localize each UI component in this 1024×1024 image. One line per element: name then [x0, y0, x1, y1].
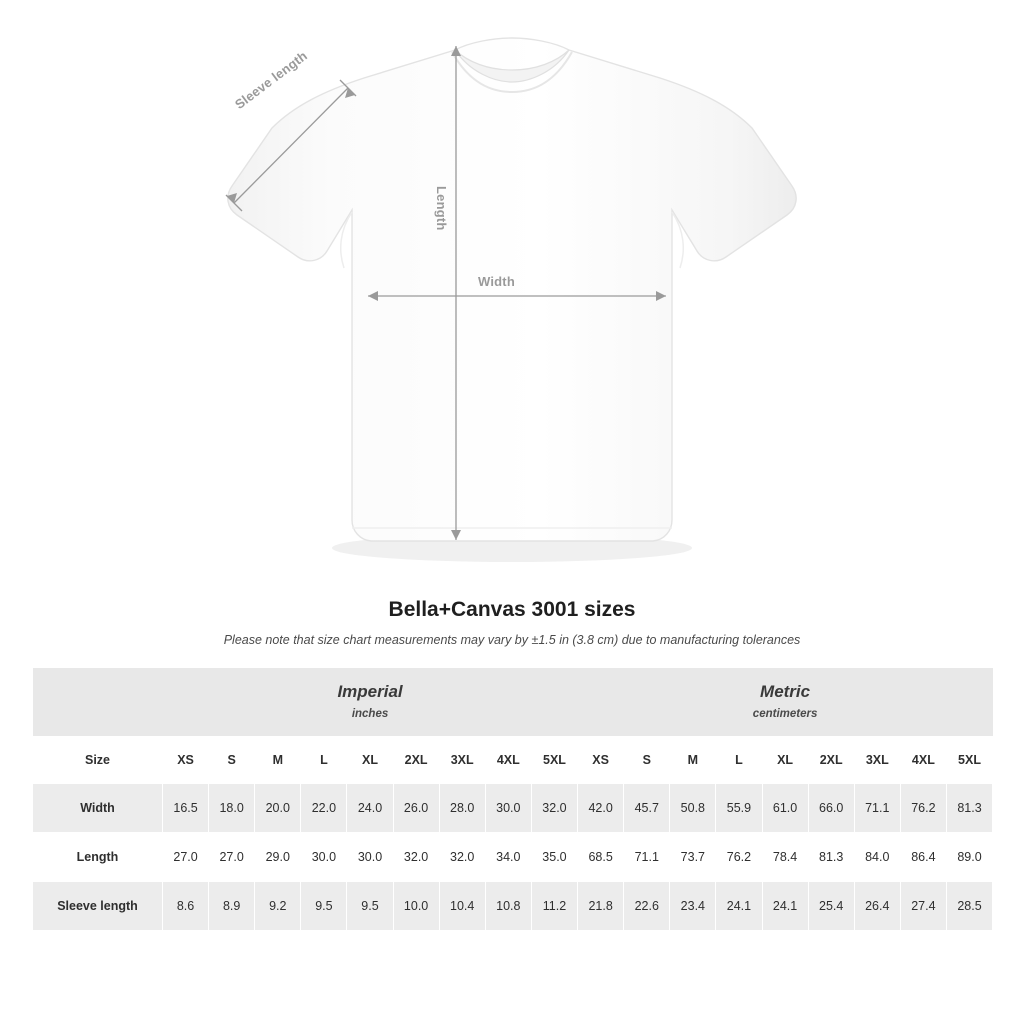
- size-chart-table: [32, 668, 993, 931]
- size-column-header-3: L: [301, 737, 347, 784]
- cell-0-3: 22.0: [301, 784, 347, 833]
- cell-1-4: 30.0: [347, 833, 393, 882]
- cell-2-3: 9.5: [301, 882, 347, 931]
- size-column-header-4: XL: [347, 737, 393, 784]
- cell-0-0: 16.5: [163, 784, 209, 833]
- cell-1-17: 89.0: [946, 833, 992, 882]
- cell-1-1: 27.0: [209, 833, 255, 882]
- cell-1-15: 84.0: [854, 833, 900, 882]
- cell-2-17: 28.5: [946, 882, 992, 931]
- cell-0-12: 55.9: [716, 784, 762, 833]
- row-header-2: Sleeve length: [33, 882, 163, 931]
- size-column-header-14: 2XL: [808, 737, 854, 784]
- size-table-body: [33, 784, 993, 931]
- cell-1-8: 35.0: [531, 833, 577, 882]
- row-header-0: Width: [33, 784, 163, 833]
- table-row: [33, 784, 993, 833]
- cell-0-16: 76.2: [900, 784, 946, 833]
- cell-2-4: 9.5: [347, 882, 393, 931]
- cell-2-9: 21.8: [578, 882, 624, 931]
- length-label: Length: [434, 186, 449, 231]
- cell-2-12: 24.1: [716, 882, 762, 931]
- shirt-body: [228, 38, 796, 541]
- size-column-header-11: M: [670, 737, 716, 784]
- cell-2-7: 10.8: [485, 882, 531, 931]
- cell-2-5: 10.0: [393, 882, 439, 931]
- cell-2-16: 27.4: [900, 882, 946, 931]
- unit-system-metric-unit: centimeters: [752, 708, 818, 720]
- cell-0-10: 45.7: [624, 784, 670, 833]
- size-column-header-0: XS: [163, 737, 209, 784]
- cell-2-1: 8.9: [209, 882, 255, 931]
- size-column-header-1: S: [209, 737, 255, 784]
- cell-2-6: 10.4: [439, 882, 485, 931]
- size-column-header: Size: [33, 737, 163, 784]
- cell-0-11: 50.8: [670, 784, 716, 833]
- unit-system-imperial-name: Imperial: [337, 682, 403, 701]
- cell-1-9: 68.5: [578, 833, 624, 882]
- sleeve-length-label: Sleeve length: [232, 47, 311, 112]
- size-column-header-9: XS: [578, 737, 624, 784]
- chart-subtitle: Please note that size chart measurements may vary by ±1.5 in (3.8 cm) due to manufacturing tolerances: [223, 633, 801, 647]
- cell-0-14: 66.0: [808, 784, 854, 833]
- cell-1-11: 73.7: [670, 833, 716, 882]
- unit-system-spacer: [33, 668, 163, 737]
- cell-2-8: 11.2: [531, 882, 577, 931]
- cell-1-5: 32.0: [393, 833, 439, 882]
- cell-0-9: 42.0: [578, 784, 624, 833]
- cell-0-1: 18.0: [209, 784, 255, 833]
- cell-1-3: 30.0: [301, 833, 347, 882]
- size-column-header-16: 4XL: [900, 737, 946, 784]
- cell-0-17: 81.3: [946, 784, 992, 833]
- unit-system-metric-name: Metric: [760, 682, 811, 701]
- table-row: [33, 833, 993, 882]
- cell-2-15: 26.4: [854, 882, 900, 931]
- size-column-header-15: 3XL: [854, 737, 900, 784]
- cell-1-14: 81.3: [808, 833, 854, 882]
- size-column-header-7: 4XL: [485, 737, 531, 784]
- cell-1-13: 78.4: [762, 833, 808, 882]
- cell-2-13: 24.1: [762, 882, 808, 931]
- size-chart-table-wrap: [32, 668, 992, 931]
- table-row: [33, 882, 993, 931]
- cell-1-6: 32.0: [439, 833, 485, 882]
- size-header-row: [33, 737, 993, 784]
- cell-1-10: 71.1: [624, 833, 670, 882]
- cell-0-5: 26.0: [393, 784, 439, 833]
- size-column-header-6: 3XL: [439, 737, 485, 784]
- page-title: Bella+Canvas 3001 sizes: [388, 598, 636, 621]
- cell-2-0: 8.6: [163, 882, 209, 931]
- cell-0-4: 24.0: [347, 784, 393, 833]
- cell-0-13: 61.0: [762, 784, 808, 833]
- cell-0-15: 71.1: [854, 784, 900, 833]
- cell-2-2: 9.2: [255, 882, 301, 931]
- cell-0-7: 30.0: [485, 784, 531, 833]
- chart-titles: [0, 598, 1024, 647]
- unit-system-imperial: [163, 668, 578, 737]
- cell-2-14: 25.4: [808, 882, 854, 931]
- size-column-header-17: 5XL: [946, 737, 992, 784]
- row-header-1: Length: [33, 833, 163, 882]
- size-column-header-12: L: [716, 737, 762, 784]
- cell-2-11: 23.4: [670, 882, 716, 931]
- size-column-header-8: 5XL: [531, 737, 577, 784]
- unit-system-imperial-unit: inches: [351, 708, 389, 720]
- size-column-header-5: 2XL: [393, 737, 439, 784]
- cell-0-2: 20.0: [255, 784, 301, 833]
- cell-0-8: 32.0: [531, 784, 577, 833]
- cell-2-10: 22.6: [624, 882, 670, 931]
- unit-system-header-row: [33, 668, 993, 737]
- cell-1-0: 27.0: [163, 833, 209, 882]
- width-label: Width: [478, 274, 515, 289]
- cell-0-6: 28.0: [439, 784, 485, 833]
- size-column-header-13: XL: [762, 737, 808, 784]
- unit-system-metric: [578, 668, 993, 737]
- cell-1-16: 86.4: [900, 833, 946, 882]
- size-column-header-2: M: [255, 737, 301, 784]
- size-column-header-10: S: [624, 737, 670, 784]
- cell-1-2: 29.0: [255, 833, 301, 882]
- cell-1-12: 76.2: [716, 833, 762, 882]
- cell-1-7: 34.0: [485, 833, 531, 882]
